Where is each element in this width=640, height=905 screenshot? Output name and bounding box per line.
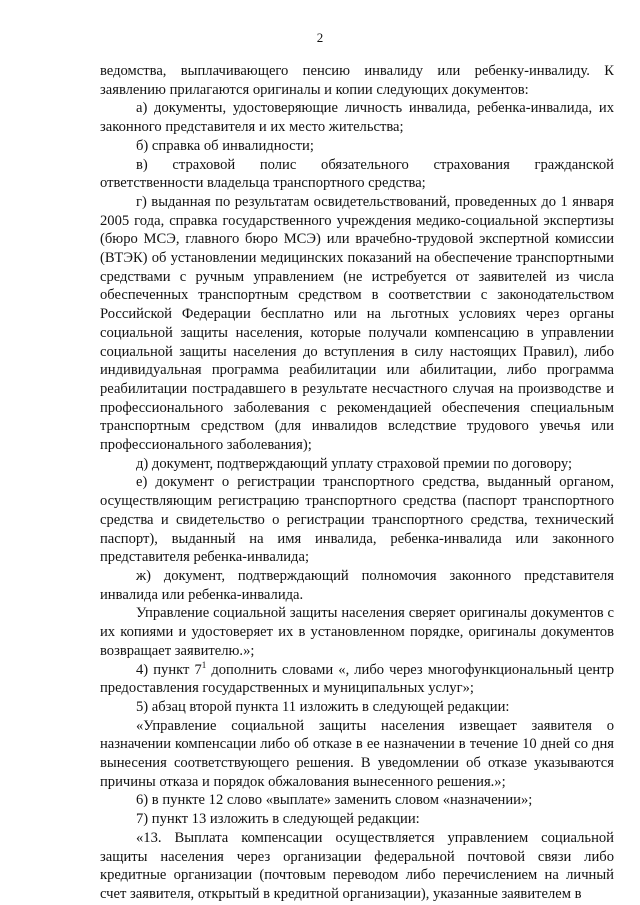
paragraph-point-5: 5) абзац второй пункта 11 изложить в следующей редакции: <box>136 698 510 715</box>
paragraph-verification: Управление социальной защиты населения сверяет оригиналы документов с их копиями и удостоверяет их в установленном порядке, оригиналы документов возвращает заявителю.»; <box>100 605 614 659</box>
paragraph-point-13: «13. Выплата компенсации осуществляется управлением социальной защиты населения через организации федеральной почтовой связи либо кредитные организации (почтовым переводом либо перечислением на личный счет заявителя, открытый в кредитной организации), указанные заявителем в <box>100 829 614 902</box>
document-body <box>100 62 614 904</box>
paragraph-item-g: г) выданная по результатам освидетельствований, проведенных до 1 января 2005 года, справка государственного учреждения медико-социальной экспертизы (бюро МСЭ, главного бюро МСЭ) или врачебно-трудовой экспертной комиссии (ВТЭК) об установлении медицинских показаний на обеспечение транспортными средствами с ручным управлением (не истребуется от заявителей из числа обеспеченных транспортным средством в соответствии с законодательством Российской Федерации бесплатно или на льготных условиях через органы социальной защиты населения, которые получали компенсацию в управлении социальной защиты населения до вступления в силу настоящих Правил), либо индивидуальная программа реабилитации или абилитации, либо программа реабилитации пострадавшего в результате несчастного случая на производстве и профессионального заболевания с рекомендацией обеспечения специальным транспортным средством (для инвалидов вследствие трудового увечья или профессионального заболевания); <box>100 193 614 454</box>
paragraph-item-b: б) справка об инвалидности; <box>136 137 314 154</box>
paragraph-point-4 <box>100 661 614 698</box>
point-4-superscript: 1 <box>201 659 207 670</box>
paragraph-continuation: ведомства, выплачивающего пенсию инвалиду или ребенку-инвалиду. К заявлению прилагаются оригиналы и копии следующих документов: <box>100 63 614 98</box>
paragraph-notification: «Управление социальной защиты населения извещает заявителя о назначении компенсации либо об отказе в ее назначении в течение 10 дней со дня вынесения соответствующего решения. В уведомлении об отказе указываются причины отказа и порядок обжалования вынесенного решения.»; <box>100 717 614 790</box>
paragraph-item-d: д) документ, подтверждающий уплату страховой премии по договору; <box>136 455 573 472</box>
point-4-rest: дополнить словами «, либо через многофункциональный центр предоставления государственных и муниципальных услуг»; <box>100 661 614 697</box>
paragraph-item-zh: ж) документ, подтверждающий полномочия законного представителя инвалида или ребенка-инвалида. <box>100 567 614 603</box>
paragraph-point-6: 6) в пункте 12 слово «выплате» заменить словом «назначении»; <box>136 792 533 809</box>
point-4-start: 4) пункт 7 <box>136 661 202 678</box>
paragraph-point-7: 7) пункт 13 изложить в следующей редакции: <box>136 811 420 828</box>
paragraph-item-v: в) страховой полис обязательного страхования гражданской ответственности владельца транспортного средства; <box>100 156 614 192</box>
page-number: 2 <box>316 30 324 45</box>
paragraph-item-e: е) документ о регистрации транспортного средства, выданный органом, осуществляющим регистрацию транспортного средства (паспорт транспортного средства и свидетельство о регистрации транспортного средства, технический паспорт), выданный на имя инвалида, ребенка-инвалида или законного представителя ребенка-инвалида; <box>100 474 614 566</box>
paragraph-item-a: а) документы, удостоверяющие личность инвалида, ребенка-инвалида, их законного представителя и их место жительства; <box>100 100 614 136</box>
